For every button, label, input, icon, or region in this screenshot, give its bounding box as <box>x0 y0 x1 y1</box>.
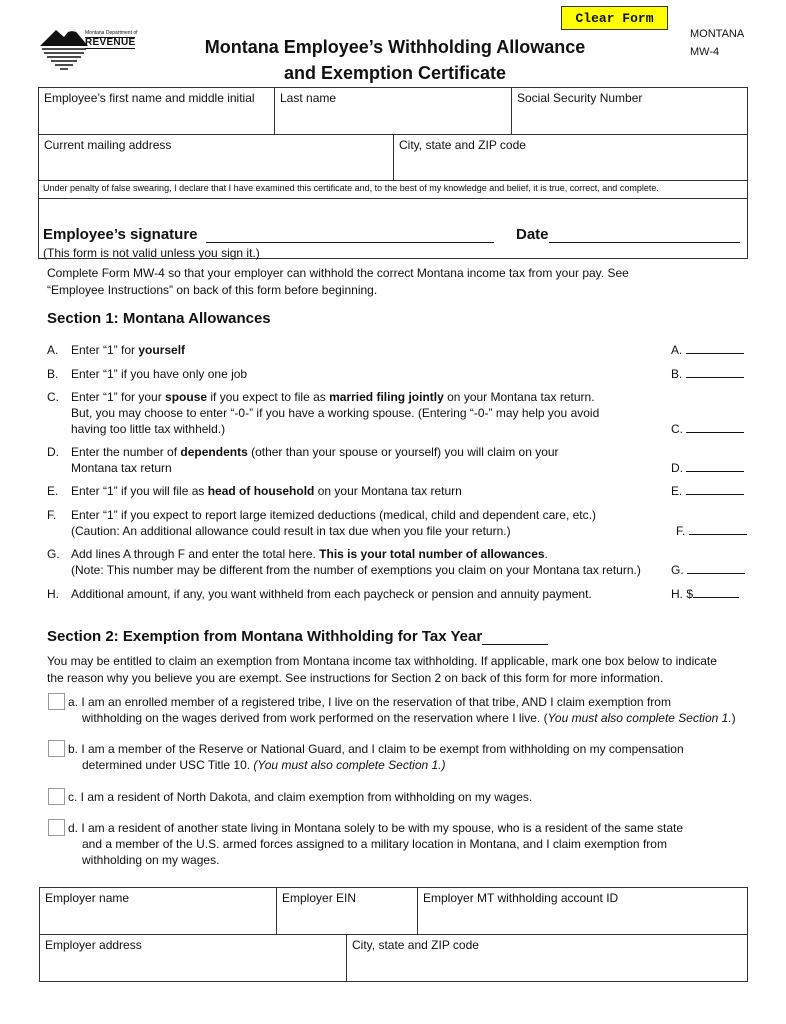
intro-text <box>47 265 629 299</box>
ssn-field[interactable] <box>512 88 747 133</box>
row-bold: dependents <box>180 445 248 459</box>
row-text: Add lines A through F and enter the total here. <box>71 547 320 561</box>
answer-letter: G. <box>671 563 684 577</box>
section2-intro1: You may be entitled to claim an exemption from Montana income tax withholding. If applicable, mark one box below to indicate <box>47 654 717 668</box>
employer-address-field[interactable] <box>40 935 345 981</box>
row-text: Additional amount, if any, you want withheld from each paycheck or pension and annuity payment. <box>71 587 592 601</box>
row-text: (other than your spouse or yourself) you will claim on your <box>247 445 559 459</box>
row-letter: E. <box>47 484 59 498</box>
answer-letter: A. <box>671 343 683 357</box>
option-text: a. I am an enrolled member of a registered tribe, I live on the reservation of that tribe, AND I claim exemption from <box>68 695 671 709</box>
answer-g[interactable] <box>671 562 745 577</box>
option-italic: (You must also complete Section 1.) <box>253 758 446 772</box>
date-line <box>516 226 740 243</box>
row-bold: This is your total number of allowances <box>319 547 545 561</box>
option-text: and a member of the U.S. armed forces assigned to a military location in Montana, and I claim exemption from <box>82 837 667 851</box>
signature-line <box>43 226 494 243</box>
signature-field[interactable] <box>206 227 494 243</box>
row-text: Enter “1” if you will file as <box>71 484 208 498</box>
row-text: on your Montana tax return. <box>443 390 595 404</box>
form-title-line1: Montana Employee’s Withholding Allowance <box>204 37 586 57</box>
row-text: (Caution: An additional allowance could result in tax due when you file your return.) <box>71 524 511 538</box>
date-label: Date <box>516 226 549 243</box>
answer-h[interactable] <box>671 586 739 601</box>
row-text: Enter “1” for <box>71 343 139 357</box>
row-text: Enter the number of <box>71 445 181 459</box>
date-field[interactable] <box>549 227 740 243</box>
option-italic: You must also complete Section 1. <box>547 711 732 725</box>
row-letter: D. <box>47 445 59 459</box>
section2-title <box>47 628 548 645</box>
logo-small-text: Montana Department of <box>85 30 138 36</box>
row-text: Montana tax return <box>71 461 172 475</box>
row-bold: head of household <box>207 484 315 498</box>
answer-b[interactable] <box>671 366 744 381</box>
employer-ein-label: Employer EIN <box>282 891 357 905</box>
signature-note: (This form is not valid unless you sign it.) <box>43 246 260 260</box>
section1-title: Section 1: Montana Allowances <box>47 310 271 327</box>
answer-e[interactable] <box>671 483 744 498</box>
employer-ein-field[interactable] <box>277 888 416 933</box>
exemption-a-text <box>68 694 736 726</box>
signature-label: Employee’s signature <box>43 226 198 243</box>
answer-a[interactable] <box>671 342 744 357</box>
exemption-c-checkbox[interactable] <box>48 788 65 805</box>
row-letter: H. <box>47 587 59 601</box>
answer-letter: F. <box>676 524 686 538</box>
option-text: withholding on the wages derived from work performed on the reservation where I live. ( <box>82 711 548 725</box>
row-text: on your Montana tax return <box>314 484 462 498</box>
option-text: withholding on my wages. <box>82 853 220 867</box>
row-letter: A. <box>47 343 59 357</box>
clear-form-button[interactable]: Clear Form <box>561 6 668 30</box>
answer-d-blank[interactable] <box>686 460 744 472</box>
answer-letter: E. <box>671 484 683 498</box>
exemption-c-text <box>68 789 532 805</box>
option-text: determined under USC Title 10. <box>82 758 254 772</box>
answer-letter: B. <box>671 367 683 381</box>
section2-intro <box>47 653 717 687</box>
mailing-address-label: Current mailing address <box>44 138 172 152</box>
answer-g-blank[interactable] <box>687 562 745 574</box>
exemption-b-checkbox[interactable] <box>48 740 65 757</box>
answer-a-blank[interactable] <box>686 342 744 354</box>
answer-c[interactable] <box>671 421 744 436</box>
employer-address-label: Employer address <box>45 938 142 952</box>
row-text: if you expect to file as <box>207 390 330 404</box>
option-text: ) <box>731 711 736 725</box>
row-text: Enter “1” if you expect to report large itemized deductions (medical, child and dependent care, etc.) <box>71 508 596 522</box>
employer-name-label: Employer name <box>45 891 130 905</box>
exemption-d-text <box>68 820 683 868</box>
row-bold: married filing jointly <box>329 390 444 404</box>
revenue-logo <box>38 24 138 74</box>
answer-c-blank[interactable] <box>686 421 744 433</box>
row-text: having too little tax withheld.) <box>71 422 226 436</box>
section2-title-text: Section 2: Exemption from Montana Withholding for Tax Year <box>47 628 483 645</box>
mailing-address-field[interactable] <box>39 135 392 179</box>
ssn-label: Social Security Number <box>517 91 643 105</box>
row-letter: C. <box>47 390 59 404</box>
last-name-field[interactable] <box>275 88 510 133</box>
row-letter: G. <box>47 547 60 561</box>
row-text: Enter “1” for your <box>71 390 166 404</box>
answer-letter: H. $ <box>671 587 694 601</box>
option-text: c. I am a resident of North Dakota, and claim exemption from withholding on my wages. <box>68 790 533 804</box>
row-bold: yourself <box>138 343 186 357</box>
form-title-line2: and Exemption Certificate <box>283 63 507 83</box>
tax-year-field[interactable] <box>482 630 548 645</box>
row-letter: F. <box>47 508 57 522</box>
first-name-label: Employee’s first name and middle initial <box>44 91 255 105</box>
exemption-d-checkbox[interactable] <box>48 819 65 836</box>
first-name-field[interactable] <box>39 88 273 133</box>
answer-h-blank[interactable] <box>693 586 739 598</box>
exemption-b-text <box>68 741 684 773</box>
logo-big-text: REVENUE <box>85 37 136 48</box>
row-bold: spouse <box>165 390 208 404</box>
option-text: d. I am a resident of another state living in Montana solely to be with my spouse, who is a resident of the same state <box>68 821 683 835</box>
intro-line1: Complete Form MW-4 so that your employer can withhold the correct Montana income tax from your pay. See <box>47 266 629 280</box>
employer-account-label: Employer MT withholding account ID <box>423 891 619 905</box>
exemption-a-checkbox[interactable] <box>48 693 65 710</box>
answer-letter: D. <box>671 461 683 475</box>
row-text: Enter “1” if you have only one job <box>71 367 248 381</box>
city-state-zip-label: City, state and ZIP code <box>399 138 526 152</box>
employer-city-label: City, state and ZIP code <box>352 938 479 952</box>
section2-intro2: the reason why you believe you are exempt. See instructions for Section 2 on back of this form for more information. <box>47 671 664 685</box>
last-name-label: Last name <box>280 91 337 105</box>
row-letter: B. <box>47 367 59 381</box>
answer-e-blank[interactable] <box>686 483 744 495</box>
employer-account-field[interactable] <box>418 888 747 933</box>
row-text: (Note: This number may be different from the number of exemptions you claim on your Montana tax return.) <box>71 563 641 577</box>
row-text: But, you may choose to enter “-0-” if you have a working spouse. (Entering “-0-” may help you avoid <box>71 406 600 420</box>
employer-city-field[interactable] <box>347 935 747 981</box>
answer-d[interactable] <box>671 460 744 475</box>
answer-letter: C. <box>671 422 683 436</box>
row-text: . <box>544 547 548 561</box>
intro-line2: “Employee Instructions” on back of this form before beginning. <box>47 283 378 297</box>
option-text: b. I am a member of the Reserve or National Guard, and I claim to be exempt from withholding on my compensation <box>68 742 684 756</box>
city-state-zip-field[interactable] <box>394 135 747 179</box>
penalty-statement: Under penalty of false swearing, I declare that I have examined this certificate and, to the best of my knowledge and belief, it is true, correct, and complete. <box>43 183 659 193</box>
form-number: MW-4 <box>690 46 720 58</box>
answer-b-blank[interactable] <box>686 366 744 378</box>
answer-f[interactable] <box>676 523 747 538</box>
answer-f-blank[interactable] <box>689 523 747 535</box>
employer-name-field[interactable] <box>40 888 275 933</box>
state-label: MONTANA <box>690 28 745 40</box>
